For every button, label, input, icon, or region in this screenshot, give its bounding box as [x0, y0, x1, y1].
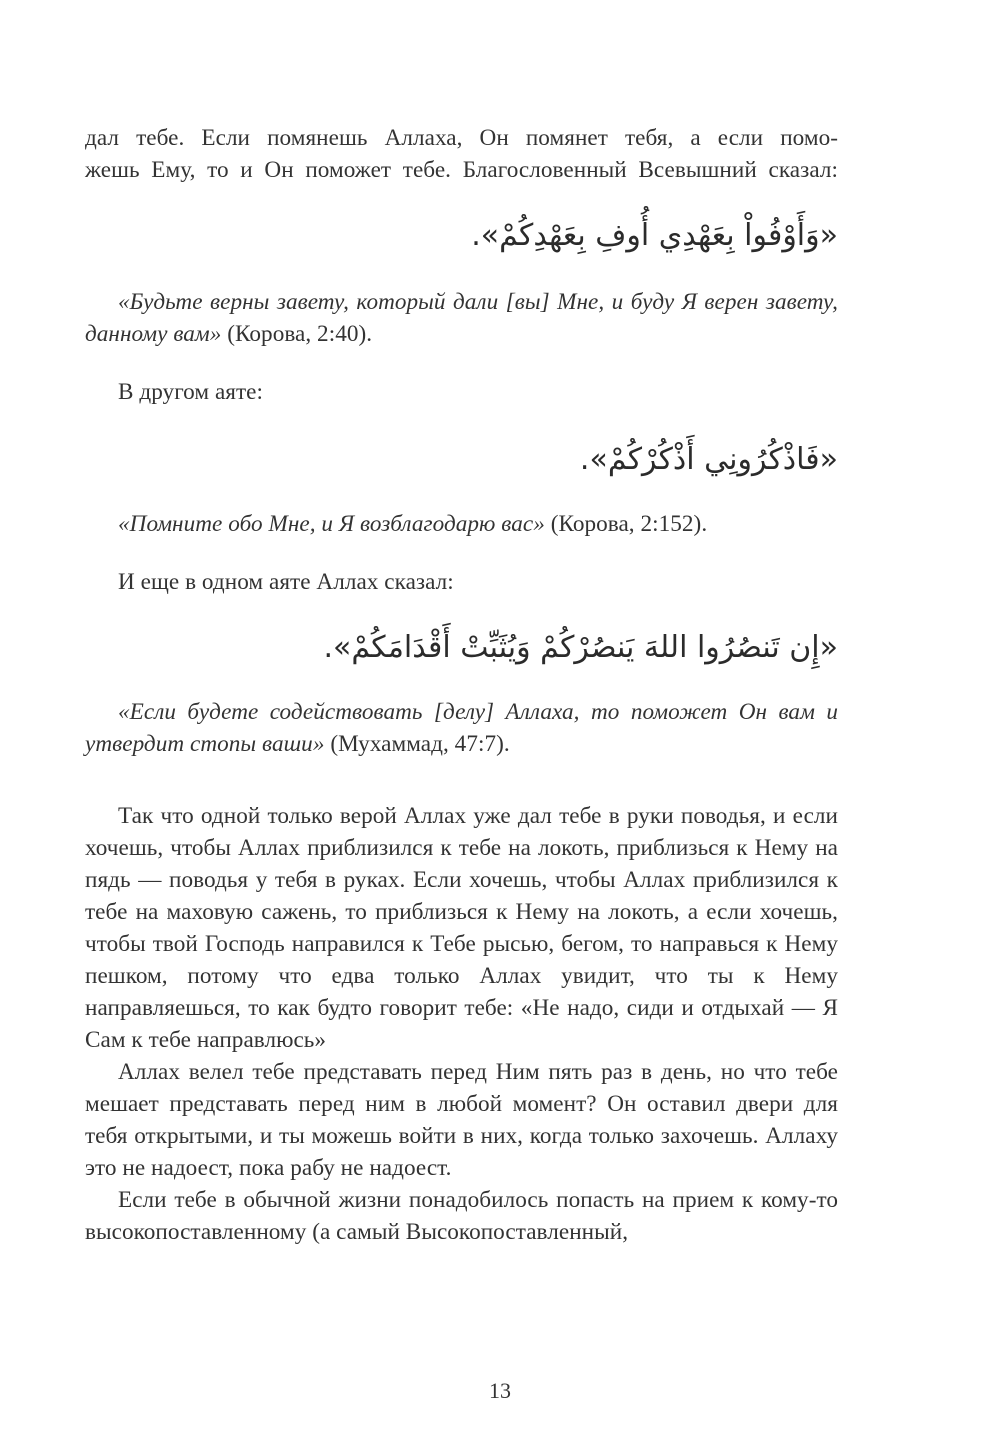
- ayah-3-translation: [85, 696, 838, 760]
- ayah-2-reference: (Корова, 2:152).: [544, 511, 708, 537]
- ayah-3-reference: (Мухаммад, 47:7).: [324, 731, 510, 757]
- paragraph-1: Так что одной только верой Аллах уже дал тебе в руки поводья, и если хочешь, чтобы Аллах приблизился к тебе на локоть, приблизься к Нему на пядь — поводья у тебя в руках. Если хочешь, чтобы Аллах приблизился к тебе на маховую сажень, то приблизься к Нему на локоть, а если хочешь, чтобы твой Господь направился к Тебе рысью, бегом, то направься к Нему пешком, потому что едва только Аллах увидит, что ты к Нему направляешься, то как будто говорит тебе: «Не надо, сиди и отдыхай — Я Сам к тебе направлюсь»: [85, 803, 838, 1053]
- ayah-3-arabic: «إِن تَنصُرُوا اللهَ يَنصُرْكُمْ وَيُثَبِّتْ أَقْدَامَكُمْ».: [323, 630, 838, 665]
- ayah-2-translation-text: «Помните обо Мне, и Я возблагодарю вас»: [118, 511, 545, 537]
- intro-2: В другом аяте:: [118, 379, 264, 405]
- intro-line-2: жешь Ему, то и Он поможет тебе. Благословенный Всевышний сказал:: [85, 157, 838, 183]
- intro-3: И еще в одном аяте Аллах сказал:: [118, 569, 454, 595]
- ayah-1-translation-text: «Будьте верны завету, который дали [вы] Мне, и буду Я верен завету, данному вам»: [85, 289, 838, 347]
- ayah-2-translation: [85, 508, 838, 540]
- page-number: 13: [489, 1378, 511, 1403]
- ayah-3-translation-text: «Если будете содействовать [делу] Аллаха, то поможет Он вам и утвердит стопы ваши»: [85, 699, 838, 757]
- paragraph-3: Если тебе в обычной жизни понадобилось попасть на прием к кому-то высокопоставленному (а самый Высокопоставленный,: [85, 1187, 838, 1245]
- paragraph-2: Аллах велел тебе представать перед Ним пять раз в день, но что тебе мешает представать перед ним в любой момент? Он оставил двери для тебя открытыми, и ты можешь войти в них, когда только захочешь. Аллаху это не надоест, пока рабу не надоест.: [85, 1059, 838, 1181]
- ayah-1-reference: (Корова, 2:40).: [221, 321, 373, 347]
- ayah-2-arabic: «فَاذْكُرُونِي أَذْكُرْكُمْ».: [579, 442, 838, 477]
- ayah-1-translation: [85, 286, 838, 350]
- page-body: [85, 122, 838, 1248]
- ayah-1-arabic: «وَأَوْفُواْ بِعَهْدِي أُوفِ بِعَهْدِكُمْ».: [471, 218, 838, 253]
- intro-line-1: дал тебе. Если помянешь Аллаха, Он помянет тебя, а если помо-: [85, 125, 838, 151]
